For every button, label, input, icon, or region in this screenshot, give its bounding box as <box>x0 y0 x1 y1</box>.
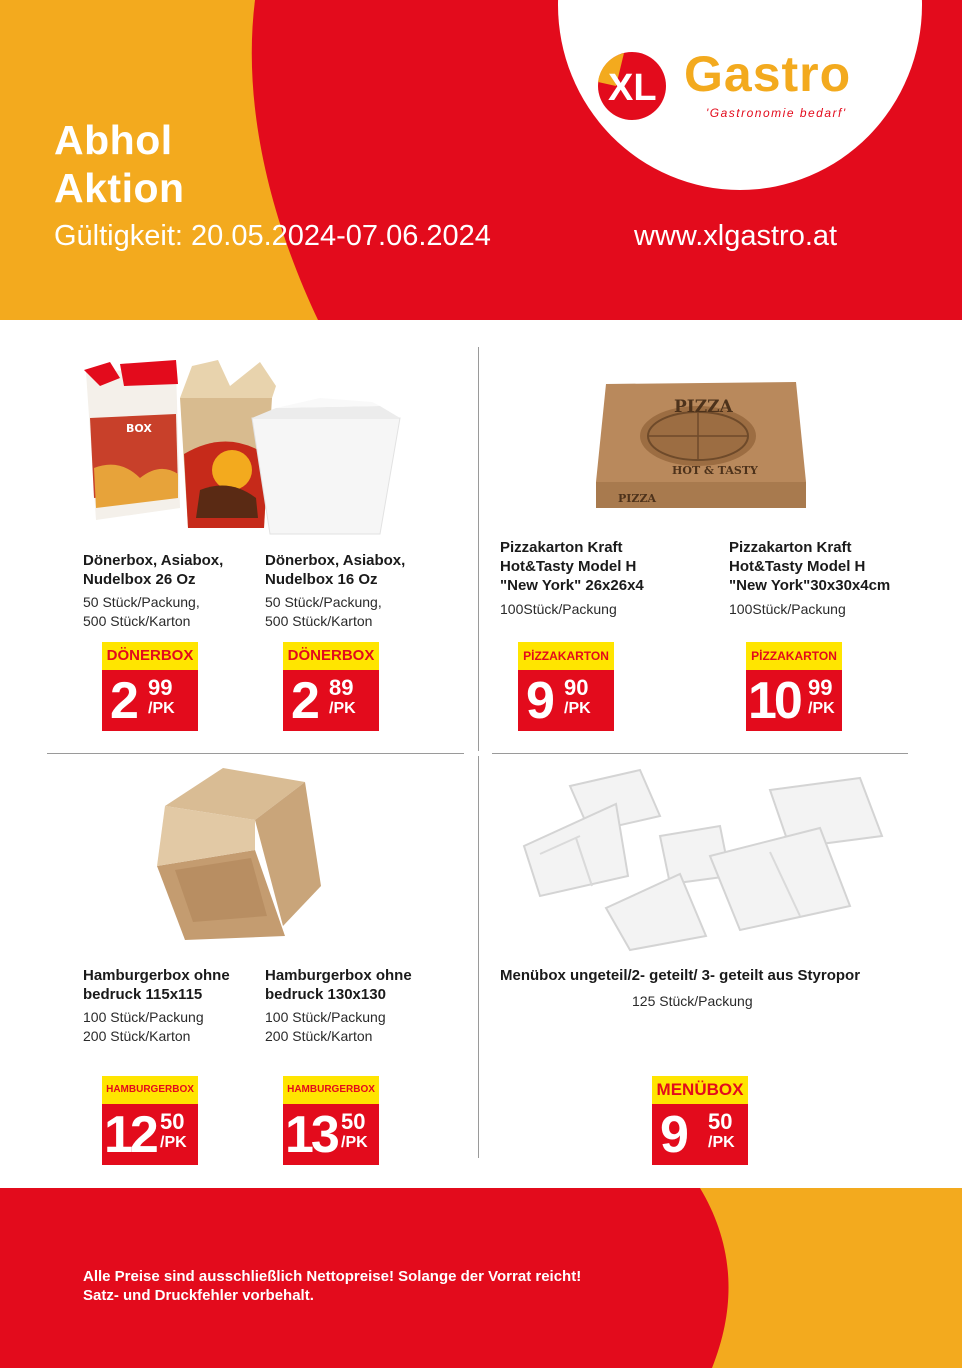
product-2-desc-line-1: 50 Stück/Packung, <box>265 594 382 610</box>
product-4-desc-line-1: 100Stück/Packung <box>729 601 846 617</box>
divider-vertical-bottom <box>478 756 479 1158</box>
product-2-name <box>265 551 405 589</box>
badge-label: HAMBURGERBOX <box>283 1076 379 1104</box>
product-4-name <box>729 538 890 595</box>
menu-box-image <box>520 766 892 958</box>
product-7-name <box>500 966 920 985</box>
badge-label: HAMBURGERBOX <box>102 1076 198 1104</box>
badge-label: PİZZAKARTON <box>518 642 614 670</box>
product-5-desc-line-1: 100 Stück/Packung <box>83 1009 204 1025</box>
doner-box-image <box>80 358 405 538</box>
price-main: 2 <box>110 672 139 730</box>
xl-logo-text: XL <box>608 67 657 109</box>
title-line-1: Abhol <box>54 117 173 163</box>
header-banner <box>0 0 962 320</box>
price-main: 10 <box>748 672 800 730</box>
price-main: 12 <box>104 1106 156 1164</box>
product-2-desc-line-2: 500 Stück/Karton <box>265 613 373 629</box>
price-unit: /PK <box>808 700 835 717</box>
product-6-desc <box>265 1008 386 1046</box>
divider-horizontal-right <box>492 753 908 754</box>
price-unit: /PK <box>341 1134 368 1151</box>
product-6-price-badge <box>283 1076 379 1165</box>
product-1-name <box>83 551 223 589</box>
price-unit: /PK <box>160 1134 187 1151</box>
logo-brand-text: Gastro <box>684 46 852 102</box>
price-cents: 99 <box>808 675 833 700</box>
product-1-desc-line-1: 50 Stück/Packung, <box>83 594 200 610</box>
pizza-box-image <box>592 378 810 512</box>
badge-label: MENÜBOX <box>652 1076 748 1104</box>
price-main: 13 <box>285 1106 337 1164</box>
badge-label: PİZZAKARTON <box>746 642 842 670</box>
product-6-name-line-1: Hamburgerbox ohne <box>265 967 412 984</box>
price-unit: /PK <box>329 700 356 717</box>
svg-text:BOX: BOX <box>126 422 152 435</box>
product-5-price-badge <box>102 1076 198 1165</box>
footer-note-line-2: Satz- und Druckfehler vorbehalt. <box>83 1287 314 1304</box>
product-3-desc-line-1: 100Stück/Packung <box>500 601 617 617</box>
badge-price <box>283 670 379 731</box>
logo-tagline: 'Gastronomie bedarf' <box>706 106 847 120</box>
product-1-price-badge <box>102 642 198 731</box>
product-7-desc <box>632 992 753 1011</box>
price-cents: 50 <box>708 1109 733 1134</box>
validity-period: Gültigkeit: 20.05.2024-07.06.2024 <box>54 220 491 252</box>
price-cents: 89 <box>329 675 354 700</box>
product-4-name-line-1: Pizzakarton Kraft <box>729 539 852 556</box>
product-5-desc-line-2: 200 Stück/Karton <box>83 1028 191 1044</box>
footer-note <box>83 1267 581 1305</box>
product-6-name <box>265 966 412 1004</box>
hamburger-box-image <box>155 766 323 944</box>
product-2-price-badge <box>283 642 379 731</box>
product-3-name-line-1: Pizzakarton Kraft <box>500 539 623 556</box>
badge-price <box>102 670 198 731</box>
badge-price <box>283 1104 379 1165</box>
product-6-name-line-2: bedruck 130x130 <box>265 986 386 1003</box>
divider-vertical-top <box>478 347 479 751</box>
product-6-desc-line-1: 100 Stück/Packung <box>265 1009 386 1025</box>
product-5-name-line-1: Hamburgerbox ohne <box>83 967 230 984</box>
badge-label: DÖNERBOX <box>102 642 198 670</box>
badge-price <box>746 670 842 731</box>
price-unit: /PK <box>708 1134 735 1151</box>
footer-note-line-1: Alle Preise sind ausschließlich Nettopreise! Solange der Vorrat reicht! <box>83 1268 582 1285</box>
badge-price <box>102 1104 198 1165</box>
product-2-name-line-2: Nudelbox 16 Oz <box>265 571 378 588</box>
price-cents: 90 <box>564 675 589 700</box>
price-unit: /PK <box>148 700 175 717</box>
product-7-desc-line-1: 125 Stück/Packung <box>632 993 753 1009</box>
divider-horizontal-left <box>47 753 464 754</box>
svg-text:HOT & TASTY: HOT & TASTY <box>672 464 758 477</box>
product-5-desc <box>83 1008 204 1046</box>
svg-text:PIZZA: PIZZA <box>618 492 657 505</box>
product-2-desc <box>265 593 382 631</box>
price-cents: 50 <box>341 1109 366 1134</box>
product-5-name <box>83 966 230 1004</box>
product-3-price-badge <box>518 642 614 731</box>
svg-text:PIZZA: PIZZA <box>674 397 733 417</box>
product-1-name-line-2: Nudelbox 26 Oz <box>83 571 196 588</box>
product-4-price-badge <box>746 642 842 731</box>
badge-price <box>518 670 614 731</box>
product-1-desc <box>83 593 200 631</box>
price-main: 9 <box>526 672 555 730</box>
product-5-name-line-2: bedruck 115x115 <box>83 986 203 1003</box>
product-3-name <box>500 538 644 595</box>
product-3-name-line-2: Hot&Tasty Model H <box>500 558 637 575</box>
product-7-name-line-1: Menübox ungeteil/2- geteilt/ 3- geteilt aus Styropor <box>500 967 861 984</box>
product-4-name-line-2: Hot&Tasty Model H <box>729 558 866 575</box>
badge-label: DÖNERBOX <box>283 642 379 670</box>
page-title <box>54 116 185 212</box>
product-7-price-badge <box>652 1076 748 1165</box>
product-6-desc-line-2: 200 Stück/Karton <box>265 1028 373 1044</box>
price-main: 9 <box>660 1106 689 1164</box>
price-cents: 50 <box>160 1109 185 1134</box>
product-3-name-line-3: "New York" 26x26x4 <box>500 577 644 594</box>
product-1-name-line-1: Dönerbox, Asiabox, <box>83 552 224 569</box>
product-4-desc <box>729 600 846 619</box>
product-4-name-line-3: "New York"30x30x4cm <box>729 577 891 594</box>
product-3-desc <box>500 600 617 619</box>
product-1-desc-line-2: 500 Stück/Karton <box>83 613 191 629</box>
website-link[interactable]: www.xlgastro.at <box>634 220 838 252</box>
price-main: 2 <box>291 672 320 730</box>
price-cents: 99 <box>148 675 173 700</box>
title-line-2: Aktion <box>54 165 185 211</box>
price-unit: /PK <box>564 700 591 717</box>
badge-price <box>652 1104 748 1165</box>
product-2-name-line-1: Dönerbox, Asiabox, <box>265 552 406 569</box>
